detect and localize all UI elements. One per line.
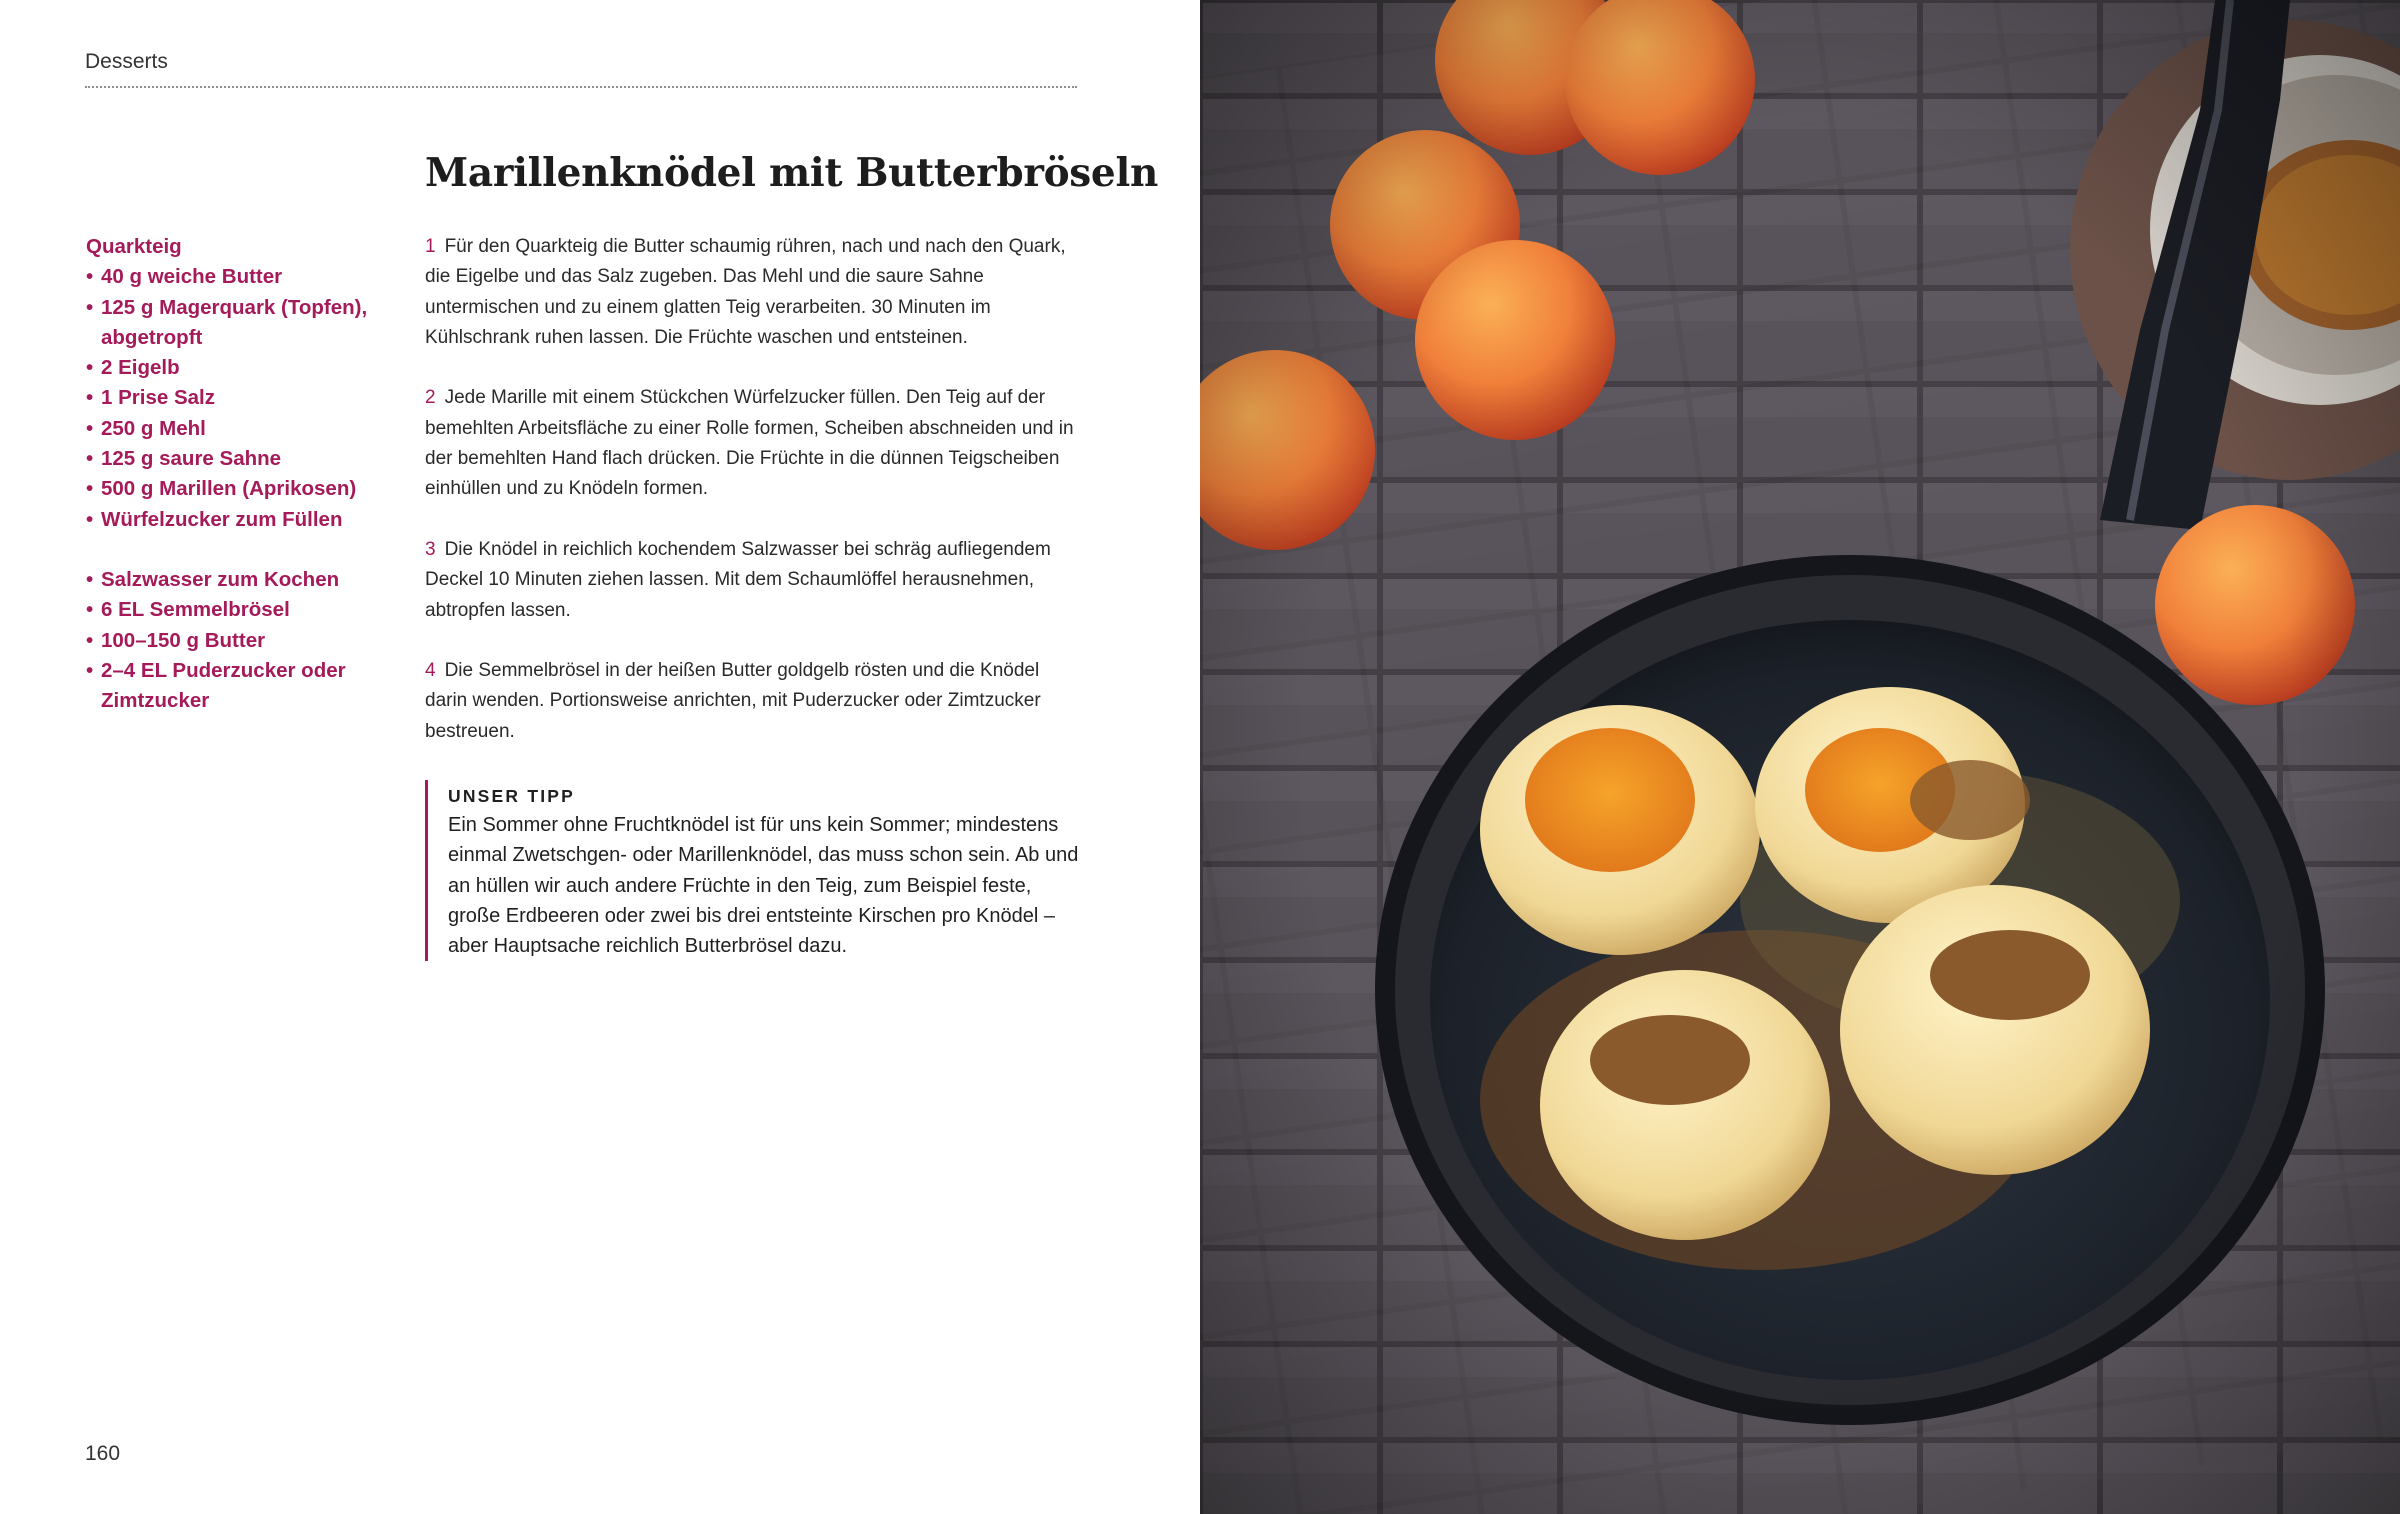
step-number: 3 xyxy=(425,538,436,560)
ingredients-column xyxy=(86,232,386,716)
step-number: 4 xyxy=(425,660,436,682)
ingredient-item: • Würfelzucker zum Füllen xyxy=(86,505,386,535)
ingredient-spacer xyxy=(86,535,386,565)
step-text: Die Knödel in reichlich kochendem Salzwasser bei schräg aufliegendem Deckel 10 Minuten ziehen lassen. Mit dem Schaumlöffel herausnehmen, abtropfen lassen. xyxy=(425,538,1051,621)
tip-label: UNSER TIPP xyxy=(448,786,576,806)
food-photo xyxy=(1200,0,2400,1514)
tip-text: Ein Sommer ohne Fruchtknödel ist für uns kein Sommer; mindestens einmal Zwetschgen- oder Marillenknödel, das muss schon sein. Ab und an hüllen wir auch andere Früchte in den Teig, zum Beispiel feste, große Erdbeeren oder zwei bis drei entsteinte Kirschen pro Knödel – aber Hauptsache reichlich Butterbrösel dazu. xyxy=(448,814,1079,958)
instruction-step xyxy=(425,383,1085,504)
ingredient-item: • 2–4 EL Puderzucker oder Zimtzucker xyxy=(86,656,386,717)
step-number: 2 xyxy=(425,387,436,409)
ingredient-list xyxy=(86,262,386,535)
step-text: Für den Quarkteig die Butter schaumig rühren, nach und nach den Quark, die Eigelbe und das Salz zugeben. Das Mehl und die saure Sahne untermischen und zu einem glatten Teig verarbeiten. 30 Minuten im Kühlschrank ruhen lassen. Die Früchte waschen und entsteinen. xyxy=(425,236,1066,348)
header-divider xyxy=(85,86,1077,88)
ingredient-item: • Salzwasser zum Kochen xyxy=(86,565,386,595)
page-number: 160 xyxy=(85,1442,121,1465)
section-header: Desserts xyxy=(85,50,168,73)
ingredient-item: • 100–150 g Butter xyxy=(86,626,386,656)
instructions xyxy=(425,232,1085,777)
ingredient-item: • 125 g saure Sahne xyxy=(86,444,386,474)
instruction-step xyxy=(425,535,1085,626)
tip-box xyxy=(425,780,1088,961)
ingredient-item: • 40 g weiche Butter xyxy=(86,262,386,292)
ingredient-item: • 6 EL Semmelbrösel xyxy=(86,595,386,625)
ingredient-item: • 2 Eigelb xyxy=(86,353,386,383)
instruction-step xyxy=(425,656,1085,747)
apricot-dumplings-photo xyxy=(1200,0,2400,1514)
ingredient-item: • 1 Prise Salz xyxy=(86,383,386,413)
instruction-step xyxy=(425,232,1085,353)
ingredients-heading: Quarkteig xyxy=(86,235,182,258)
step-number: 1 xyxy=(425,236,436,257)
ingredient-item: • 250 g Mehl xyxy=(86,414,386,444)
step-text: Die Semmelbrösel in der heißen Butter goldgelb rösten und die Knödel darin wenden. Portionsweise anrichten, mit Puderzucker oder Zimtzucker bestreuen. xyxy=(425,660,1041,742)
ingredient-item: • 125 g Magerquark (Topfen), abgetropft xyxy=(86,293,386,354)
ingredient-item: • 500 g Marillen (Aprikosen) xyxy=(86,474,386,504)
ingredient-list-secondary xyxy=(86,565,386,716)
recipe-title: Marillenknödel mit Butterbröseln xyxy=(425,150,1159,196)
step-text: Jede Marille mit einem Stückchen Würfelzucker füllen. Den Teig auf der bemehlten Arbeitsfläche zu einer Rolle formen, Scheiben abschneiden und in der bemehlten Hand flach drücken. Die Früchte in die dünnen Teigscheiben einhüllen und zu Knödeln formen. xyxy=(425,387,1074,500)
